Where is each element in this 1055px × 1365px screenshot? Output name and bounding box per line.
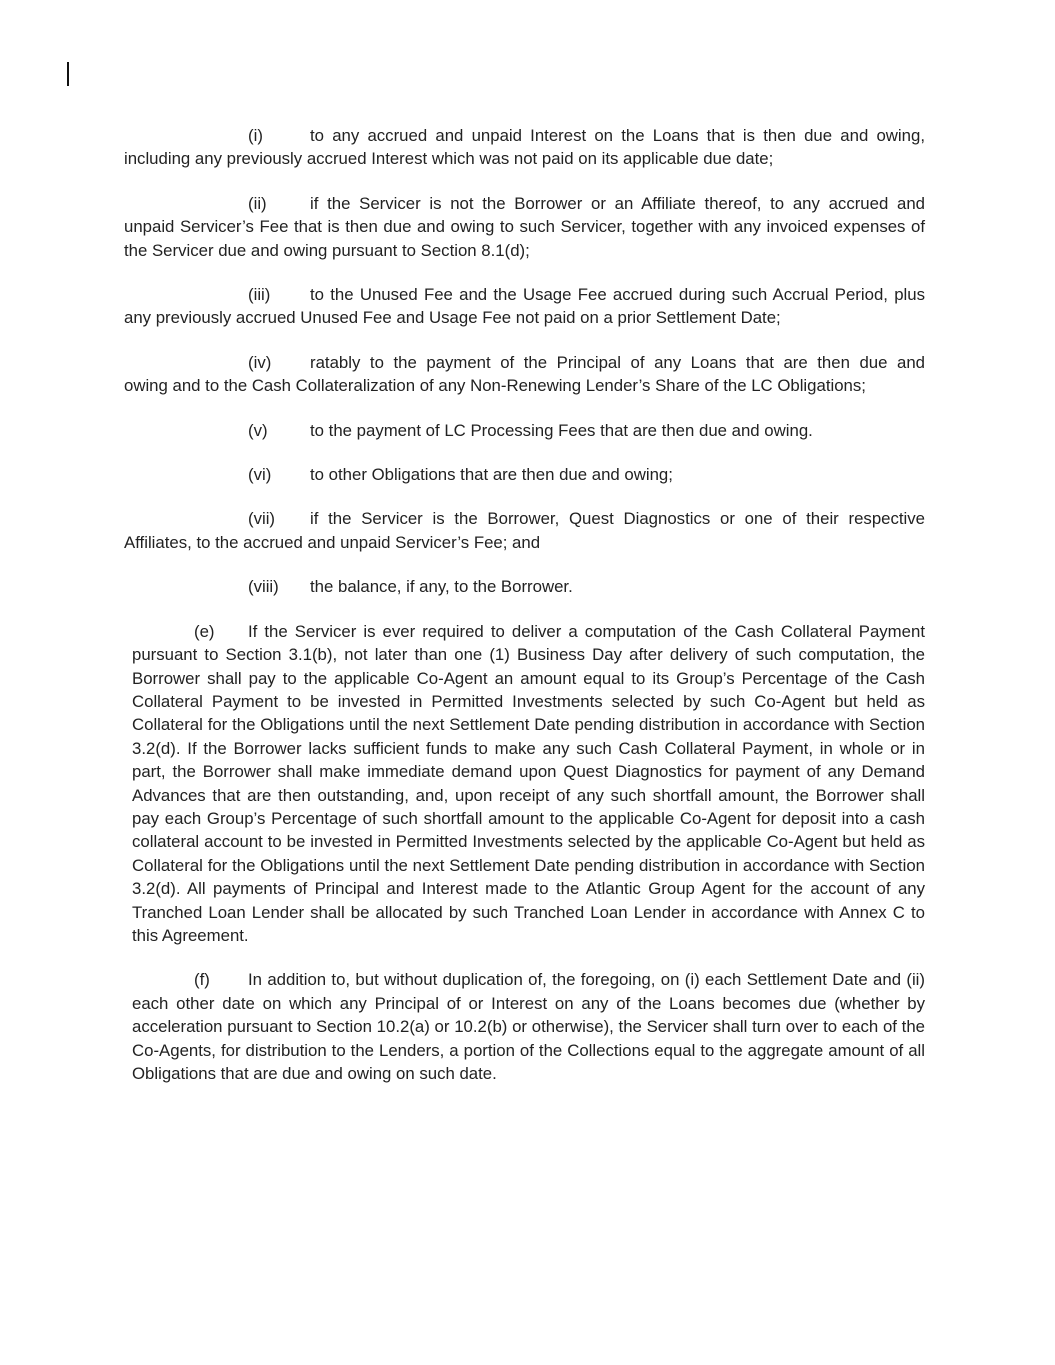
item-number: (ii) bbox=[248, 193, 267, 213]
list-item-ii bbox=[124, 192, 925, 262]
paragraph-text: In addition to, but without duplication of, the foregoing, on (i) each Settlement Date and (ii) each other date on which any Principal of or Interest on any of the Loans becomes due (whether by acceleration pursuant to Section 10.2(a) or 10.2(b) or otherwise), the Servicer shall turn over to each of the Co-Agents, for distribution to the Lenders, a portion of the Collections equal to the aggregate amount of all Obligations that are due and owing on such date. bbox=[132, 970, 925, 1083]
item-continuation: including any previously accrued Interest which was not paid on its applicable due date; bbox=[124, 149, 774, 169]
item-first-line: the balance, if any, to the Borrower. bbox=[310, 577, 573, 597]
item-first-line: to other Obligations that are then due and owing; bbox=[310, 465, 673, 485]
list-item-viii bbox=[124, 575, 925, 598]
list-item-iii bbox=[124, 283, 925, 330]
list-item-vii bbox=[124, 507, 925, 554]
item-number: (iii) bbox=[248, 285, 271, 305]
item-number: (vi) bbox=[248, 465, 272, 485]
list-item-iv bbox=[124, 351, 925, 398]
paragraph-e bbox=[132, 620, 925, 948]
item-continuation: Affiliates, to the accrued and unpaid Servicer’s Fee; and bbox=[124, 532, 541, 552]
item-continuation: unpaid Servicer’s Fee that is then due and owing to such Servicer, together with any invoiced expenses of the Servicer due and owing pursuant to Section 8.1(d); bbox=[124, 217, 925, 260]
document-body bbox=[124, 124, 925, 1106]
item-continuation: owing and to the Cash Collateralization of any Non-Renewing Lender’s Share of the LC Obligations; bbox=[124, 376, 866, 396]
item-number: (iv) bbox=[248, 352, 272, 372]
item-first-line: if the Servicer is the Borrower, Quest Diagnostics or one of their respective bbox=[310, 509, 925, 529]
list-item-i bbox=[124, 124, 925, 171]
paragraph-number: (f) bbox=[194, 970, 210, 990]
paragraph-f bbox=[132, 968, 925, 1085]
item-first-line: ratably to the payment of the Principal of any Loans that are then due and bbox=[310, 352, 925, 372]
item-number: (vii) bbox=[248, 509, 276, 529]
item-first-line: to the payment of LC Processing Fees that are then due and owing. bbox=[310, 420, 813, 440]
item-first-line: to any accrued and unpaid Interest on the Loans that is then due and owing, bbox=[310, 126, 925, 145]
paragraph-text: If the Servicer is ever required to deliver a computation of the Cash Collateral Payment pursuant to Section 3.1(b), not later than one (1) Business Day after delivery of such computation, the Borrower shall pay to the applicable Co-Agent an amount equal to its Group’s Percentage of the Cash Collateral Payment to be invested in Permitted Investments selected by such Co-Agent but held as Collateral for the Obligations until the next Settlement Date pending distribution in accordance with Section 3.2(d). If the Borrower lacks sufficient funds to make any such Cash Collateral Payment, in whole or in part, the Borrower shall make immediate demand upon Quest Diagnostics for payment of any Demand Advances that are then outstanding, and, upon receipt of any such shortfall amount, the Borrower shall pay each Group’s Percentage of such shortfall amount to the applicable Co-Agent for deposit into a cash collateral account to be invested in Permitted Investments selected by the applicable Co-Agent but held as Collateral for the Obligations until the next Settlement Date pending distribution in accordance with Section 3.2(d). All payments of Principal and Interest made to the Atlantic Group Agent for the account of any Tranched Loan Lender shall be allocated by such Tranched Loan Lender in accordance with Annex C to this Agreement. bbox=[132, 621, 925, 945]
list-item-v bbox=[124, 419, 925, 442]
paragraph-number: (e) bbox=[194, 621, 215, 641]
item-number: (viii) bbox=[248, 577, 279, 597]
item-first-line: if the Servicer is not the Borrower or an Affiliate thereof, to any accrued and bbox=[310, 193, 925, 213]
item-first-line: to the Unused Fee and the Usage Fee accrued during such Accrual Period, plus bbox=[310, 285, 925, 305]
list-item-vi bbox=[124, 463, 925, 486]
item-number: (i) bbox=[248, 126, 263, 145]
item-number: (v) bbox=[248, 420, 268, 440]
text-cursor bbox=[67, 62, 69, 86]
item-continuation: any previously accrued Unused Fee and Usage Fee not paid on a prior Settlement Date; bbox=[124, 308, 781, 328]
